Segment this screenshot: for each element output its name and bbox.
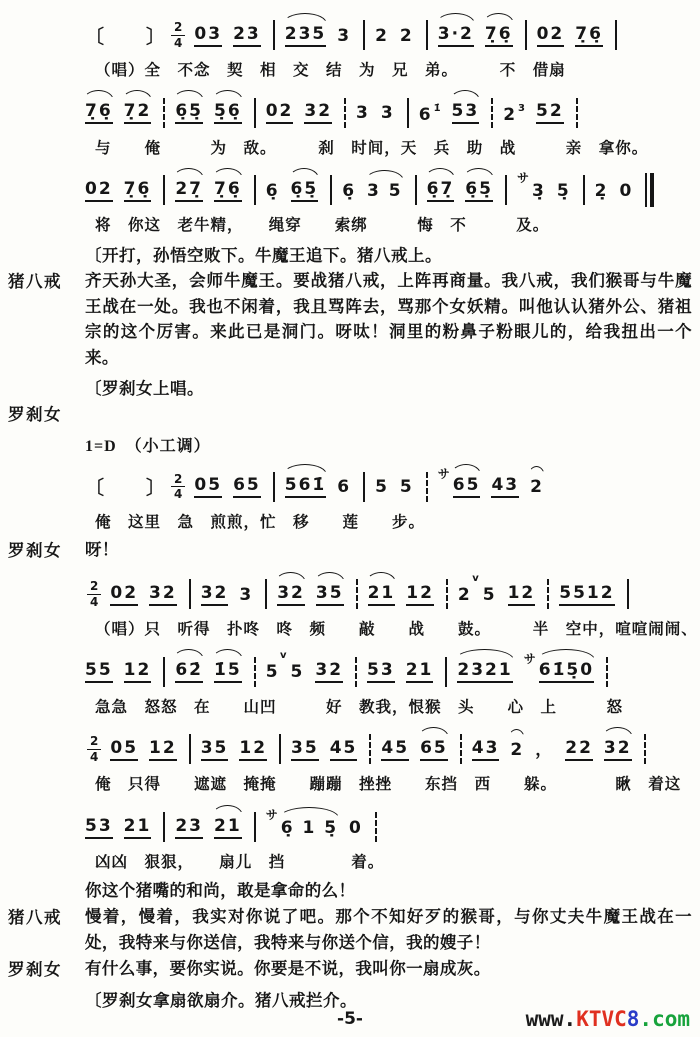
speaker-name: 罗刹女 xyxy=(8,405,62,425)
note-group: 53 xyxy=(85,816,113,839)
note-group: 05 xyxy=(110,738,138,761)
note-group: 35 xyxy=(291,738,319,761)
note-group: 35 xyxy=(201,738,229,761)
speaker-name: 猪八戒 xyxy=(8,272,62,292)
barline xyxy=(547,579,549,609)
note-group: 45 xyxy=(330,738,358,761)
note-group: 45 xyxy=(381,738,409,761)
ornament-symbol: サ xyxy=(516,170,529,185)
dialog-line xyxy=(0,956,700,982)
note-group: 0 xyxy=(349,817,363,838)
note-group: 12 xyxy=(508,583,536,606)
note-group: 32 xyxy=(604,738,632,761)
barline xyxy=(407,98,409,128)
note-group: 53 xyxy=(452,101,480,124)
page-number: -5- xyxy=(337,1009,363,1029)
note-group: 12 xyxy=(239,738,267,761)
note-group: 32 xyxy=(315,660,343,683)
note-group: 2̣ xyxy=(594,180,609,201)
note-group: 6̣ 1 5̣ xyxy=(280,817,339,838)
dialog-text: 呀！ xyxy=(85,540,119,560)
time-signature: 2 4 xyxy=(87,580,101,608)
note-group: 22 xyxy=(565,738,593,761)
bracket: 〕 xyxy=(146,478,166,500)
note-group: 3 xyxy=(380,103,395,124)
barline xyxy=(505,175,507,205)
note-group: 12 xyxy=(124,660,152,683)
dialog-line xyxy=(0,878,700,904)
note-group: 2 xyxy=(375,25,389,46)
lyric-line: 凶凶 狠狠， 扇儿 挡 着。 xyxy=(95,854,385,872)
barline xyxy=(369,734,371,764)
note-group: 6̣ xyxy=(342,180,357,201)
note-group: 23 xyxy=(175,816,203,839)
dialog-line xyxy=(0,268,700,370)
lyric-line: 与 俺 为 敌。 刹 时间，天 兵 助 战 亲 拿你。 xyxy=(95,139,649,157)
note-group: 65 xyxy=(453,475,481,498)
bracket: 〕 xyxy=(146,26,166,48)
note-group: 61̇5̣0 xyxy=(539,660,594,683)
barline xyxy=(426,472,428,502)
note-group: 53 xyxy=(367,660,395,683)
stage-direction: 〔罗刹女拿扇欲扇介。猪八戒拦介。 xyxy=(85,991,357,1010)
note-group: 5̣ xyxy=(556,180,571,201)
lyric-line: （唱）全 不念 契 相 交 结 为 兄 弟。 不 借扇 xyxy=(95,62,566,79)
dialog-text: 有什么事，要你实说。你要是不说，我叫你一扇成灰。 xyxy=(85,959,491,979)
note-group: 21 xyxy=(368,583,396,606)
note-group: 21 xyxy=(214,816,242,839)
barline xyxy=(254,812,256,842)
note-group: 6̣ xyxy=(265,180,280,201)
watermark-segment: www. xyxy=(525,1007,577,1031)
note-group: 3 xyxy=(239,584,254,605)
note-group: 5 xyxy=(399,477,414,498)
note-group: 7̣6̣ xyxy=(214,179,242,202)
note-group: 27̣ xyxy=(175,179,203,202)
note-group: 02 xyxy=(110,583,138,606)
time-signature: 2 4 xyxy=(171,21,185,49)
watermark-segment: .com xyxy=(639,1007,690,1031)
note-group: 3·2 xyxy=(438,24,474,47)
barline xyxy=(615,20,617,50)
note-group: 32 xyxy=(304,101,332,124)
note-group: 32 xyxy=(277,583,305,606)
note-group: 43 xyxy=(472,738,500,761)
note-group: 3̣ xyxy=(531,180,546,201)
barline xyxy=(576,98,578,128)
barline xyxy=(189,579,191,609)
barline xyxy=(273,472,275,502)
music-line xyxy=(85,804,700,850)
note-group: 32 xyxy=(149,583,177,606)
note-group: 561̇ xyxy=(285,475,327,498)
note-group: 03 xyxy=(194,24,222,47)
stage-direction: 〔罗刹女上唱。 xyxy=(85,379,204,399)
ornament-symbol: サ xyxy=(523,652,536,667)
note-group: 32 xyxy=(201,583,229,606)
note-group: 21 xyxy=(124,816,152,839)
note-group: 55 xyxy=(85,660,113,683)
time-signature: 2 4 xyxy=(171,473,185,501)
barline xyxy=(344,98,346,128)
lyric-line: 俺 只得 遮遮 掩掩 蹦蹦 挫挫 东挡 西 躲。 瞅 着这 xyxy=(95,776,682,794)
note-group: 7̣6̣ xyxy=(575,24,603,47)
barline xyxy=(415,175,417,205)
music-line xyxy=(85,649,700,695)
note-group: 5̣6̣ xyxy=(214,101,242,124)
music-line xyxy=(85,464,700,510)
note-group: 21 xyxy=(406,660,434,683)
note-group: 05 xyxy=(194,475,222,498)
lyric-line: 将 你这 老牛精， 绳穿 索绑 悔 不 及。 xyxy=(95,217,550,235)
note-group: 02 xyxy=(85,179,113,202)
watermark-segment: 8 xyxy=(626,1007,640,1031)
barline xyxy=(265,579,267,609)
barline xyxy=(254,657,256,687)
barline xyxy=(426,20,428,50)
breath-mark: v xyxy=(280,650,287,662)
note-group: 2 xyxy=(530,477,544,498)
dialog-line xyxy=(0,401,700,425)
barline xyxy=(645,173,654,207)
speaker-name: 罗刹女 xyxy=(8,541,62,561)
note-group: 43 xyxy=(491,475,519,498)
note-group: 52 xyxy=(536,101,564,124)
note-group: 2 xyxy=(399,25,414,46)
note-group: 65 xyxy=(233,475,261,498)
bracket: 〔 xyxy=(85,26,105,48)
bracket: 〔 xyxy=(85,478,105,500)
barline xyxy=(460,734,462,764)
note-group: 0 xyxy=(619,180,634,201)
note-group: 3 5 xyxy=(367,180,403,201)
barline xyxy=(254,175,256,205)
music-line xyxy=(85,726,700,772)
note-group: 5512 xyxy=(559,583,614,606)
note-group: 7̣6̣ xyxy=(124,179,152,202)
note-group: ， xyxy=(535,739,555,760)
watermark xyxy=(526,1007,690,1031)
key-signature: 1=D （小工调） xyxy=(85,437,211,455)
dialog-text: 你这个猪嘴的和尚，敢是拿命的么！ xyxy=(85,880,356,900)
music-line xyxy=(85,167,700,213)
barline xyxy=(446,579,448,609)
note-group: 235 xyxy=(285,24,327,47)
note-group: 62̇ xyxy=(175,660,203,683)
ornament-symbol: サ xyxy=(437,467,450,482)
barline xyxy=(525,20,527,50)
barline xyxy=(606,657,608,687)
barline xyxy=(355,657,357,687)
barline xyxy=(363,20,365,50)
grace-note: 3 xyxy=(518,102,526,114)
note-group: 7̣6̣ xyxy=(485,24,513,47)
barline xyxy=(627,579,629,609)
barline xyxy=(491,98,493,128)
note-group: 2321 xyxy=(457,660,512,683)
note-group: 1̇5 xyxy=(214,660,242,683)
note-group: 6̣5̣ xyxy=(465,179,493,202)
stage-direction: 〔开打，孙悟空败下。牛魔王追下。猪八戒上。 xyxy=(85,246,442,266)
lyric-line: （唱）只 听得 扑咚 咚 频 敲 战 鼓。 半 空中，喧喧闹闹、 xyxy=(95,621,698,638)
note-group: 2 xyxy=(510,739,525,760)
dialog-line xyxy=(0,904,700,955)
note-group: 6̣7̣ xyxy=(427,179,455,202)
note-group: $6^{1̇}$ xyxy=(418,102,441,125)
note-group: 02 xyxy=(266,101,294,124)
barline xyxy=(163,812,165,842)
dialog-text: 慢着，慢着，我实对你说了吧。那个不知好歹的猴哥，与你丈夫牛魔王战在一处，我特来与你送信，我特来与你送个信，我的嫂子！ xyxy=(85,907,692,952)
grace-note: 1̇ xyxy=(433,102,441,114)
barline xyxy=(363,472,365,502)
note-group: 12 xyxy=(406,583,434,606)
barline xyxy=(163,657,165,687)
music-line xyxy=(85,90,700,136)
note-group: $2^3$ xyxy=(503,102,526,125)
dialog-text: 齐天孙大圣，会师牛魔王。要战猪八戒，上阵再商量。我八戒，我们猴哥与牛魔王战在一处。我也不闲着，我且骂阵去，骂那个女妖精。叫他认认猪外公、猪祖宗的这个厉害。来此已是洞门。呀呔！洞里的粉鼻子粉眼儿的，给我扭出一个来。 xyxy=(85,271,692,367)
note-group: 3 xyxy=(337,25,352,46)
note-group: 23 xyxy=(233,24,261,47)
music-line xyxy=(85,571,700,617)
barline xyxy=(375,812,377,842)
dialog-line xyxy=(0,537,700,563)
note-group: 7̣6̣ xyxy=(85,101,113,124)
lyric-line: 俺 这里 急 煎煎，忙 移 莲 步。 xyxy=(95,513,426,531)
note-group: 35 xyxy=(316,583,344,606)
note-group: 5 xyxy=(375,477,389,498)
note-group: 5 xyxy=(290,662,305,683)
note-group: 5 v xyxy=(265,650,287,683)
note-group: 5 xyxy=(482,584,497,605)
barline xyxy=(356,579,358,609)
note-group: 02 xyxy=(537,24,565,47)
footer xyxy=(0,1001,700,1031)
time-signature: 2 4 xyxy=(87,735,101,763)
barline xyxy=(163,175,165,205)
speaker-name: 罗刹女 xyxy=(8,960,62,980)
barline xyxy=(163,98,165,128)
barline xyxy=(583,175,585,205)
lyric-line: 急急 怒怒 在 山凹 好 教我，恨猴 头 心 上 怒 xyxy=(95,698,624,716)
barline xyxy=(189,734,191,764)
note-group: 2 v xyxy=(457,572,479,605)
breath-mark: v xyxy=(472,572,479,584)
note-group: 6̣5̣ xyxy=(175,101,203,124)
barline xyxy=(445,657,447,687)
note-group: 3 xyxy=(356,103,370,124)
ornament-symbol: サ xyxy=(265,807,278,822)
note-group: 6̣5̣ xyxy=(291,179,319,202)
note-group: 6 xyxy=(337,477,352,498)
barline xyxy=(254,98,256,128)
music-line xyxy=(85,12,700,58)
barline xyxy=(273,20,275,50)
barline xyxy=(330,175,332,205)
note-group: 12 xyxy=(149,738,177,761)
barline xyxy=(279,734,281,764)
watermark-segment: KTVC xyxy=(576,1007,627,1031)
note-group: 65 xyxy=(420,738,448,761)
barline xyxy=(644,734,646,764)
note-group: 7̣2 xyxy=(124,101,152,124)
speaker-name: 猪八戒 xyxy=(8,908,62,928)
